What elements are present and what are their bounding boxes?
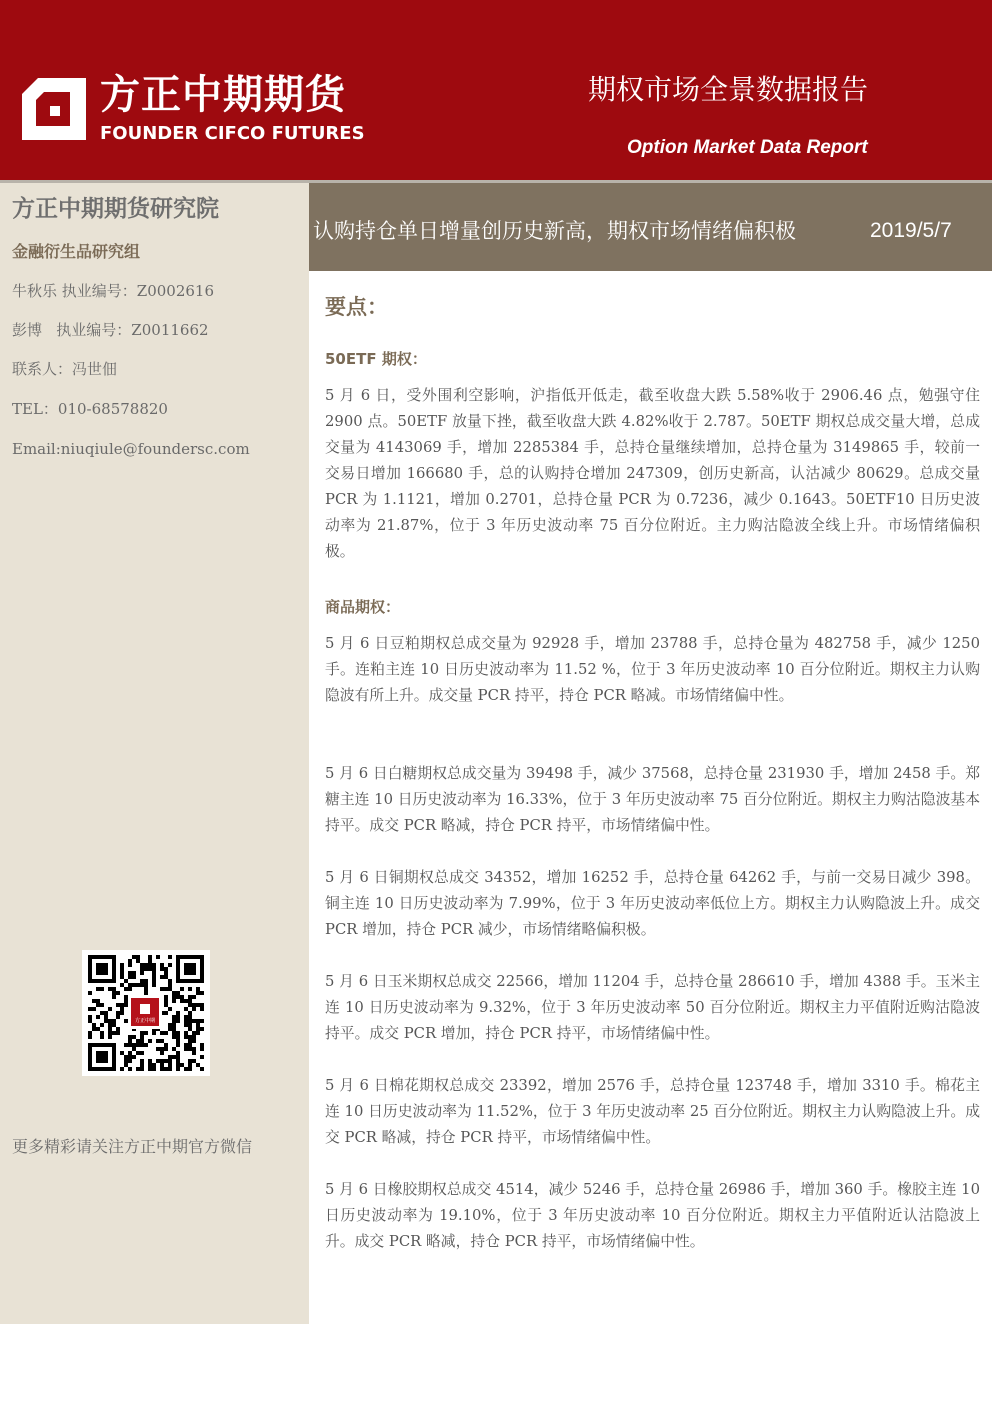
rubber-paragraph: 5 月 6 日橡胶期权总成交 4514，减少 5246 手，总持仓量 26986 手，增加 360 手。橡胶主连 10 日历史波动率为 19.10%，位于 3 年历史波动率 10 百分位附近。期权主力平值附近认沽隐波上升。成交 PCR 略减，持仓 PCR 持平，市场情绪偏中性。 [325, 1181, 980, 1250]
keypoints-heading: 要点： [325, 295, 388, 319]
logo-chinese-name: 方正中期期货 [100, 72, 346, 118]
corn-paragraph: 5 月 6 日玉米期权总成交 22566，增加 11204 手，总持仓量 286610 手，增加 4388 手。玉米主连 10 日历史波动率为 9.32%，位于 3 年历史波动率 50 百分位附近。期权主力平值附近购沽隐波持平。成交 PCR 增加，持仓 PCR 持平，市场情绪偏中性。 [325, 973, 980, 1042]
logo-english-name: FOUNDER CIFCO FUTURES [100, 123, 365, 144]
report-date: 2019/5/7 [870, 219, 952, 242]
commodity-section-title: 商品期权： [325, 598, 401, 616]
follow-wechat-text: 更多精彩请关注方正中期官方微信 [12, 1137, 253, 1156]
etf-section-title: 50ETF 期权： [325, 350, 427, 368]
analyst-2: 彭博 执业编号：Z0011662 [12, 321, 209, 339]
contact-person: 联系人：冯世佃 [12, 360, 118, 378]
report-title-chinese: 期权市场全景数据报告 [588, 73, 869, 106]
contact-email[interactable]: Email:niuqiule@foundersc.com [12, 440, 250, 458]
etf-paragraph: 5 月 6 日，受外围利空影响，沪指低开低走，截至收盘大跌 5.58%收于 2906.46 点，勉强守住 2900 点。50ETF 放量下挫，截至收盘大跌 4.82%收于 2.787。50ETF 期权总成交量大增，总成交量为 4143069 手，增加 2285384 手，总持仓量继续增加，总持仓量为 3149865 手，较前一交易日增加 166680 手，总的认购持仓增加 247309，创历史新高，认沽减少 80629。总成交量 PCR 为 1.1121，增加 0.2701，总持仓量 PCR 为 0.7236，减少 0.1643。50ETF10 日历史波动率为 21.87%，位于 3 年历史波动率 75 百分位附近。主力购沽隐波全线上升。市场情绪偏积极。 [325, 387, 980, 560]
sugar-paragraph: 5 月 6 日白糖期权总成交量为 39498 手，减少 37568，总持仓量 231930 手，增加 2458 手。郑糖主连 10 日历史波动率为 16.33%，位于 3 年历史波动率 75 百分位附近。期权主力购沽隐波基本持平。成交 PCR 略减，持仓 PCR 持平，市场情绪偏中性。 [325, 765, 980, 834]
institute-name: 方正中期期货研究院 [12, 196, 219, 222]
copper-paragraph: 5 月 6 日铜期权总成交 34352，增加 16252 手，总持仓量 64262 手，与前一交易日减少 398。铜主连 10 日历史波动率为 7.99%，位于 3 年历史波动率低位上方。期权主力认购隐波上升。成交 PCR 增加，持仓 PCR 减少，市场情绪略偏积极。 [325, 869, 980, 938]
qr-center-label: 方正中期 [134, 1018, 156, 1024]
wechat-qr-code [82, 950, 210, 1076]
contact-tel: TEL：010-68578820 [12, 400, 168, 418]
founder-logo-icon [22, 78, 86, 140]
soymeal-paragraph: 5 月 6 日豆粕期权总成交量为 92928 手，增加 23788 手，总持仓量为 482758 手，减少 1250 手。连粕主连 10 日历史波动率为 11.52 %，位于 3 年历史波动率 10 百分位附近。期权主力认购隐波有所上升。成交量 PCR 持平，持仓 PCR 略减。市场情绪偏中性。 [325, 635, 980, 704]
research-group: 金融衍生品研究组 [12, 242, 141, 261]
cotton-paragraph: 5 月 6 日棉花期权总成交 23392，增加 2576 手，总持仓量 123748 手，增加 3310 手。棉花主连 10 日历史波动率为 11.52%，位于 3 年历史波动率 25 百分位附近。期权主力认购隐波上升。成交 PCR 略减，持仓 PCR 持平，市场情绪偏中性。 [325, 1077, 980, 1146]
analyst-1: 牛秋乐 执业编号：Z0002616 [12, 282, 214, 300]
report-headline: 认购持仓单日增量创历史新高，期权市场情绪偏积极 [313, 219, 796, 243]
report-title-english: Option Market Data Report [627, 137, 868, 158]
